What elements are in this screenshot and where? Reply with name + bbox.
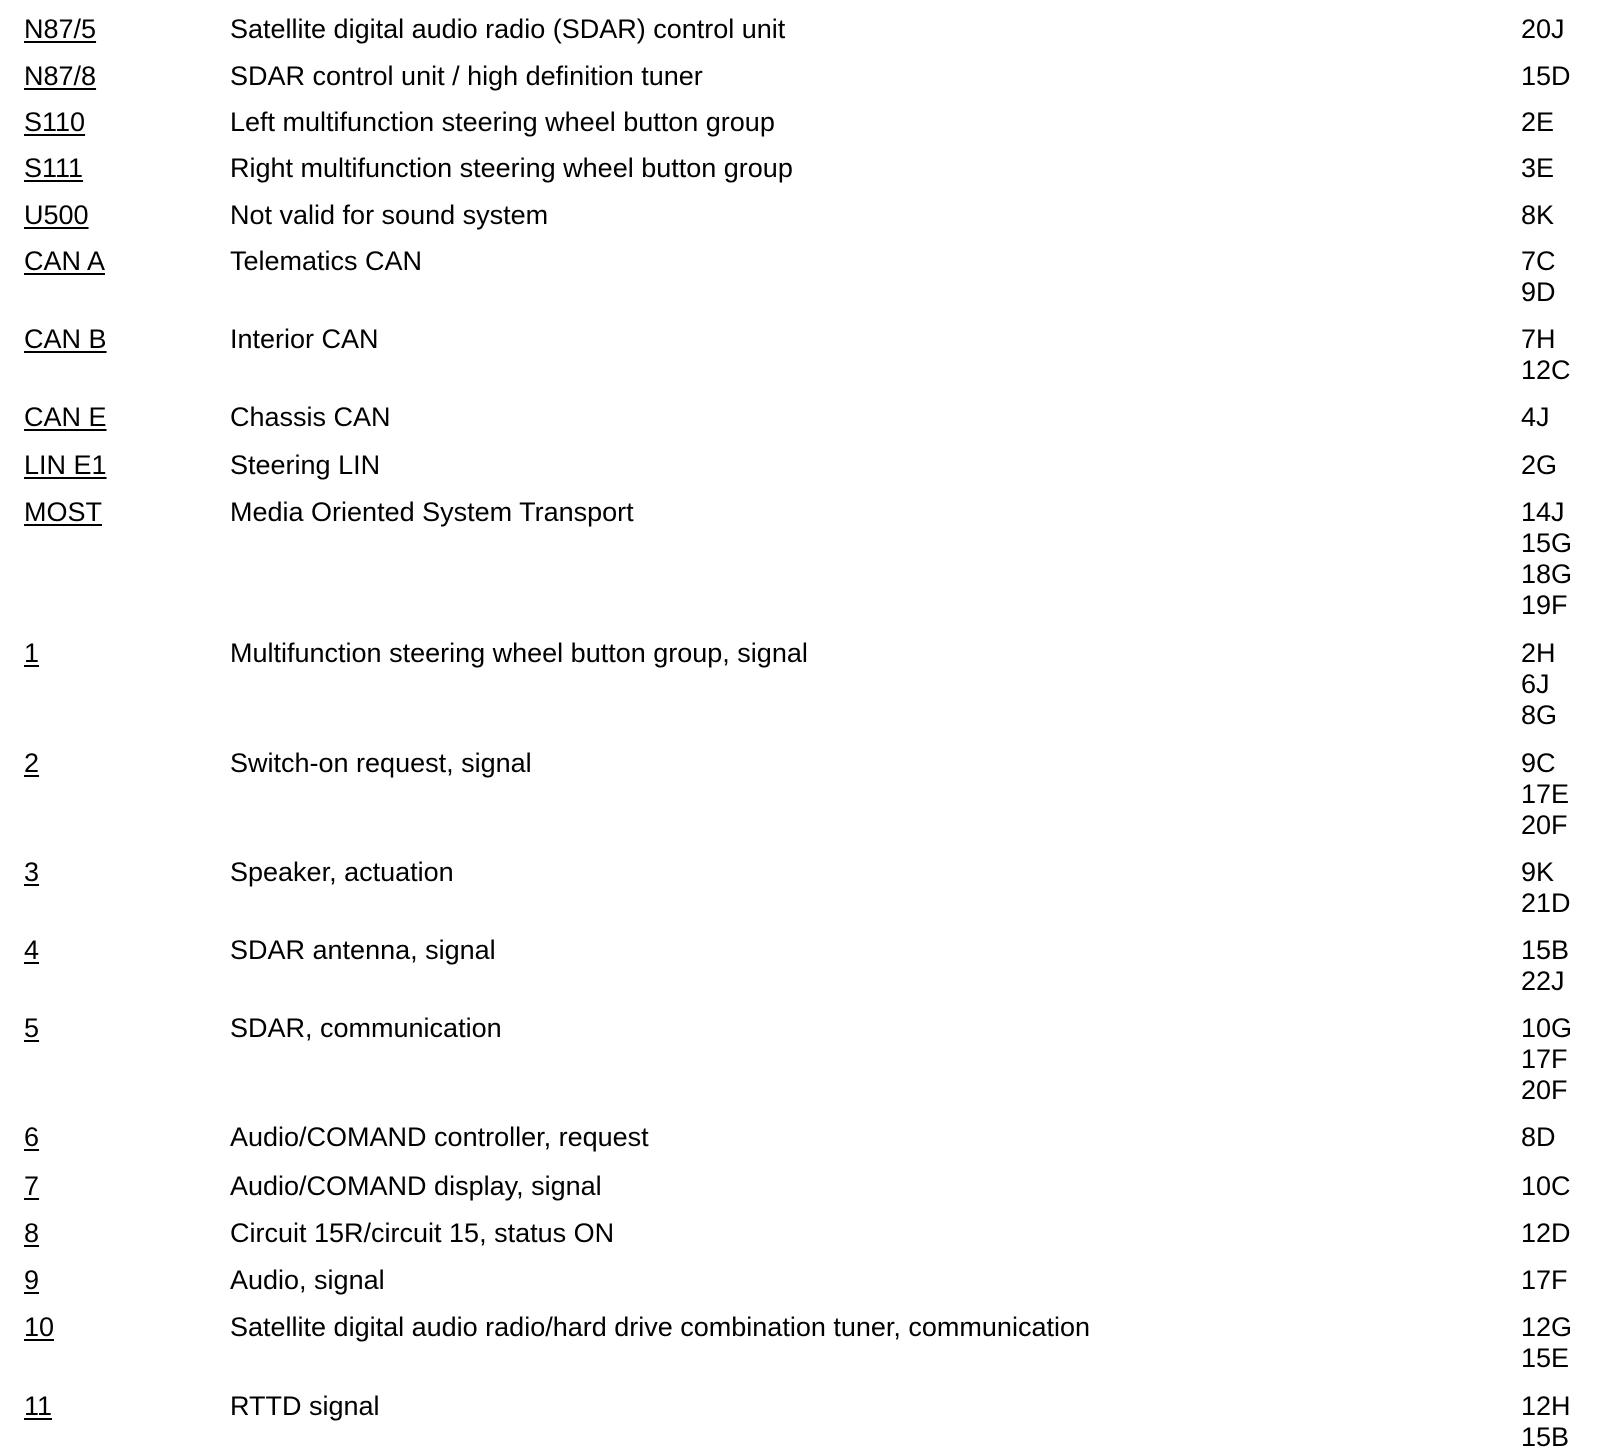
legend-description: Audio/COMAND controller, request (230, 1122, 649, 1152)
legend-grid-refs (1521, 61, 1571, 92)
grid-reference: 9D (1521, 277, 1556, 307)
grid-reference: 8D (1521, 1122, 1556, 1152)
grid-reference: 7H (1521, 324, 1556, 354)
legend-description: Circuit 15R/circuit 15, status ON (230, 1218, 615, 1248)
legend-grid-refs (1521, 1218, 1571, 1249)
legend-description: Not valid for sound system (230, 200, 549, 230)
legend-code-link[interactable]: 3 (24, 857, 40, 887)
legend-code-link[interactable]: 2 (24, 748, 40, 778)
legend-description: SDAR antenna, signal (230, 935, 496, 965)
grid-reference: 10C (1521, 1171, 1571, 1201)
legend-grid-refs (1521, 14, 1565, 45)
grid-reference: 12G (1521, 1312, 1573, 1342)
grid-reference: 12D (1521, 1218, 1571, 1248)
legend-code-link[interactable]: 6 (24, 1122, 40, 1152)
legend-code-link[interactable]: 7 (24, 1171, 40, 1201)
legend-grid-refs (1521, 1013, 1572, 1106)
legend-code-link[interactable]: U500 (24, 200, 89, 230)
legend-description: Media Oriented System Transport (230, 497, 634, 527)
grid-reference: 19F (1521, 590, 1568, 620)
grid-reference: 15D (1521, 61, 1571, 91)
legend-code-link[interactable]: 4 (24, 935, 40, 965)
legend-code-link[interactable]: 11 (24, 1391, 53, 1421)
legend-description: Chassis CAN (230, 402, 391, 432)
grid-reference: 22J (1521, 966, 1565, 996)
legend-description: Switch-on request, signal (230, 748, 532, 778)
legend-code-link[interactable]: LIN E1 (24, 450, 107, 480)
legend-grid-refs (1521, 402, 1550, 433)
grid-reference: 9K (1521, 857, 1555, 887)
legend-code-link[interactable]: 9 (24, 1265, 40, 1295)
legend-description: Multifunction steering wheel button group, signal (230, 638, 808, 668)
legend-code-link[interactable]: CAN E (24, 402, 107, 432)
legend-grid-refs (1521, 748, 1569, 841)
legend-grid-refs (1521, 935, 1569, 997)
grid-reference: 20F (1521, 810, 1568, 840)
legend-description: RTTD signal (230, 1391, 380, 1421)
grid-reference: 17F (1521, 1265, 1568, 1295)
legend-grid-refs (1521, 1265, 1568, 1296)
legend-grid-refs (1521, 1122, 1556, 1153)
legend-code-link[interactable]: S111 (24, 153, 84, 183)
grid-reference: 9C (1521, 748, 1556, 778)
grid-reference: 3E (1521, 153, 1555, 183)
legend-code-link[interactable]: CAN B (24, 324, 107, 354)
legend-description: Satellite digital audio radio/hard drive combination tuner, communication (230, 1312, 1090, 1342)
grid-reference: 4J (1521, 402, 1550, 432)
grid-reference: 8K (1521, 200, 1555, 230)
legend-grid-refs (1521, 1312, 1572, 1374)
legend-code-link[interactable]: 8 (24, 1218, 40, 1248)
legend-description: SDAR control unit / high definition tuner (230, 61, 703, 91)
legend-grid-refs (1521, 324, 1571, 386)
legend-grid-refs (1521, 450, 1557, 481)
legend-description: Satellite digital audio radio (SDAR) control unit (230, 14, 786, 44)
legend-code-link[interactable]: 1 (24, 638, 40, 668)
grid-reference: 20J (1521, 14, 1565, 44)
legend-grid-refs (1521, 497, 1572, 621)
grid-reference: 2E (1521, 107, 1555, 137)
legend-code-link[interactable]: MOST (24, 497, 102, 527)
grid-reference: 6J (1521, 669, 1550, 699)
grid-reference: 12H (1521, 1391, 1571, 1421)
legend-description: Steering LIN (230, 450, 381, 480)
grid-reference: 21D (1521, 888, 1571, 918)
legend-grid-refs (1521, 1391, 1571, 1453)
legend-grid-refs (1521, 200, 1554, 231)
legend-grid-refs (1521, 153, 1554, 184)
legend-grid-refs (1521, 107, 1554, 138)
grid-reference: 17F (1521, 1044, 1568, 1074)
legend-code-link[interactable]: 5 (24, 1013, 40, 1043)
legend-description: Speaker, actuation (230, 857, 454, 887)
legend-description: Audio/COMAND display, signal (230, 1171, 602, 1201)
legend-description: SDAR, communication (230, 1013, 502, 1043)
legend-description: Telematics CAN (230, 246, 423, 276)
legend-grid-refs (1521, 1171, 1571, 1202)
legend-code-link[interactable]: N87/5 (24, 14, 97, 44)
legend-code-link[interactable]: N87/8 (24, 61, 97, 91)
grid-reference: 8G (1521, 700, 1558, 730)
grid-reference: 15G (1521, 528, 1573, 558)
legend-code-link[interactable]: S110 (24, 107, 86, 137)
legend-code-link[interactable]: CAN A (24, 246, 106, 276)
grid-reference: 10G (1521, 1013, 1573, 1043)
grid-reference: 7C (1521, 246, 1556, 276)
grid-reference: 12C (1521, 355, 1571, 385)
grid-reference: 20F (1521, 1075, 1568, 1105)
legend-description: Audio, signal (230, 1265, 385, 1295)
grid-reference: 15B (1521, 1422, 1570, 1452)
grid-reference: 18G (1521, 559, 1573, 589)
grid-reference: 15E (1521, 1343, 1570, 1373)
legend-description: Interior CAN (230, 324, 379, 354)
legend-description: Left multifunction steering wheel button group (230, 107, 775, 137)
grid-reference: 14J (1521, 497, 1565, 527)
grid-reference: 2G (1521, 450, 1558, 480)
legend-description: Right multifunction steering wheel button group (230, 153, 793, 183)
grid-reference: 15B (1521, 935, 1570, 965)
legend-grid-refs (1521, 246, 1556, 308)
legend-code-link[interactable]: 10 (24, 1312, 55, 1342)
legend-grid-refs (1521, 638, 1557, 731)
grid-reference: 17E (1521, 779, 1570, 809)
legend-grid-refs (1521, 857, 1571, 919)
grid-reference: 2H (1521, 638, 1556, 668)
